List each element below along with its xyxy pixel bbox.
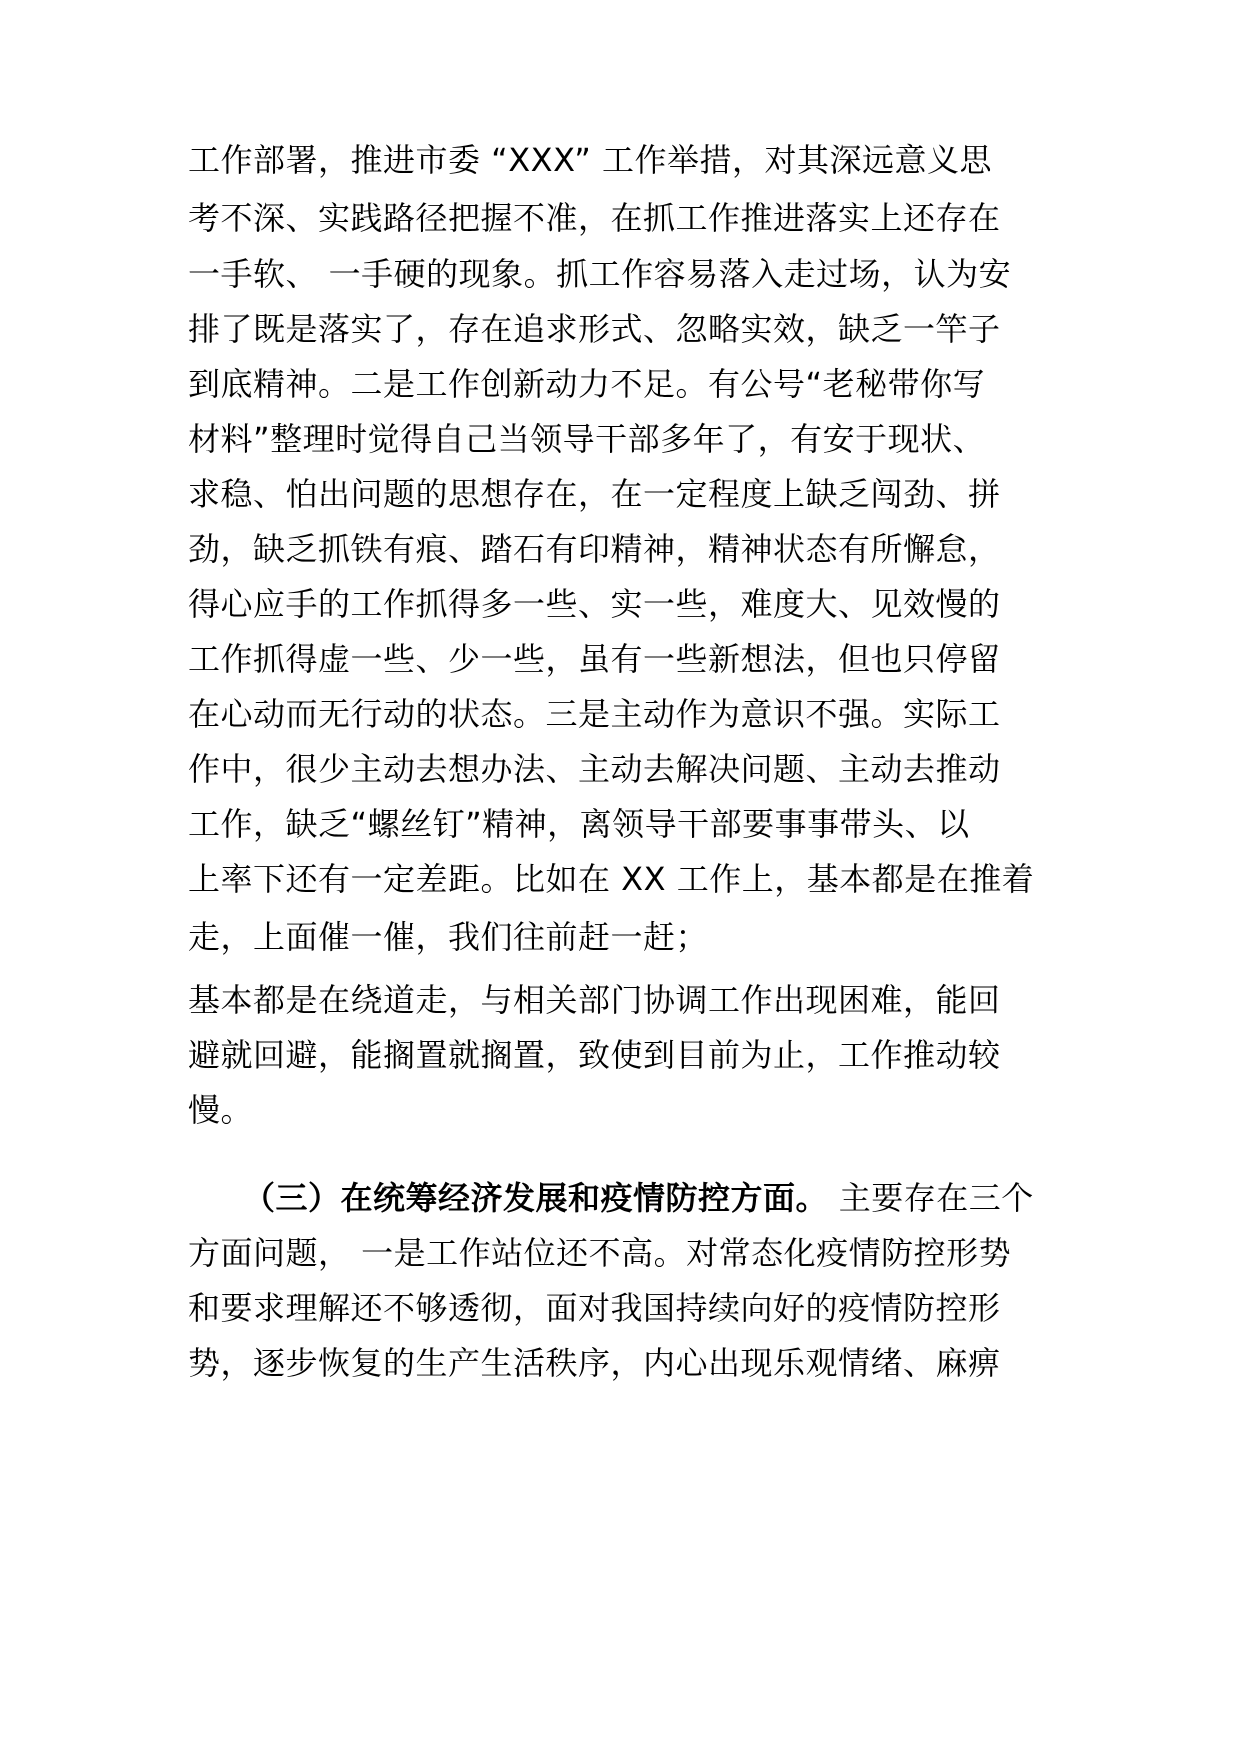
body-line: 走，上面催一催，我们往前赶一赶； xyxy=(188,918,709,956)
body-line: 慢。 xyxy=(188,1091,254,1129)
body-line: 上率下还有一定差距。比如在 XX 工作上，基本都是在推着 xyxy=(188,860,1035,898)
body-line: 排了既是落实了，存在追求形式、忽略实效，缺乏一竿子 xyxy=(188,310,1001,348)
body-line: 势，逐步恢复的生产生活秩序，内心出现乐观情绪、麻痹 xyxy=(188,1344,1001,1382)
body-line: 作中，很少主动去想办法、主动去解决问题、主动去推动 xyxy=(188,750,1001,788)
section-heading-line xyxy=(243,1178,1034,1218)
body-line: 劲，缺乏抓铁有痕、踏石有印精神，精神状态有所懈怠， xyxy=(188,530,1001,568)
body-line: 在心动而无行动的状态。三是主动作为意识不强。实际工 xyxy=(188,695,1001,733)
body-line: 得心应手的工作抓得多一些、实一些，难度大、见效慢的 xyxy=(188,585,1001,623)
body-line: 基本都是在绕道走，与相关部门协调工作出现困难，能回 xyxy=(188,981,1001,1019)
section-heading: （三）在统筹经济发展和疫情防控方面。 xyxy=(243,1179,829,1217)
section-heading-continuation: 主要存在三个 xyxy=(828,1179,1034,1217)
body-line: 方面问题， 一是工作站位还不高。对常态化疫情防控形势 xyxy=(188,1234,1012,1272)
body-line: 工作部署，推进市委 “XXX” 工作举措，对其深远意义思 xyxy=(188,141,992,179)
body-line: 材料”整理时觉得自己当领导干部多年了，有安于现状、 xyxy=(188,420,986,458)
body-line: 到底精神。二是工作创新动力不足。有公号“老秘带你写 xyxy=(188,365,986,403)
body-line: 工作抓得虚一些、少一些，虽有一些新想法，但也只停留 xyxy=(188,640,1001,678)
body-line: 一手软、 一手硬的现象。抓工作容易落入走过场，认为安 xyxy=(188,255,1012,293)
body-line: 考不深、实践路径把握不准，在抓工作推进落实上还存在 xyxy=(188,199,1001,237)
body-line: 求稳、怕出问题的思想存在，在一定程度上缺乏闯劲、拼 xyxy=(188,475,1001,513)
body-line: 避就回避，能搁置就搁置，致使到目前为止，工作推动较 xyxy=(188,1036,1001,1074)
body-line: 和要求理解还不够透彻，面对我国持续向好的疫情防控形 xyxy=(188,1289,1001,1327)
body-line: 工作，缺乏“螺丝钉”精神，离领导干部要事事带头、以 xyxy=(188,805,970,843)
